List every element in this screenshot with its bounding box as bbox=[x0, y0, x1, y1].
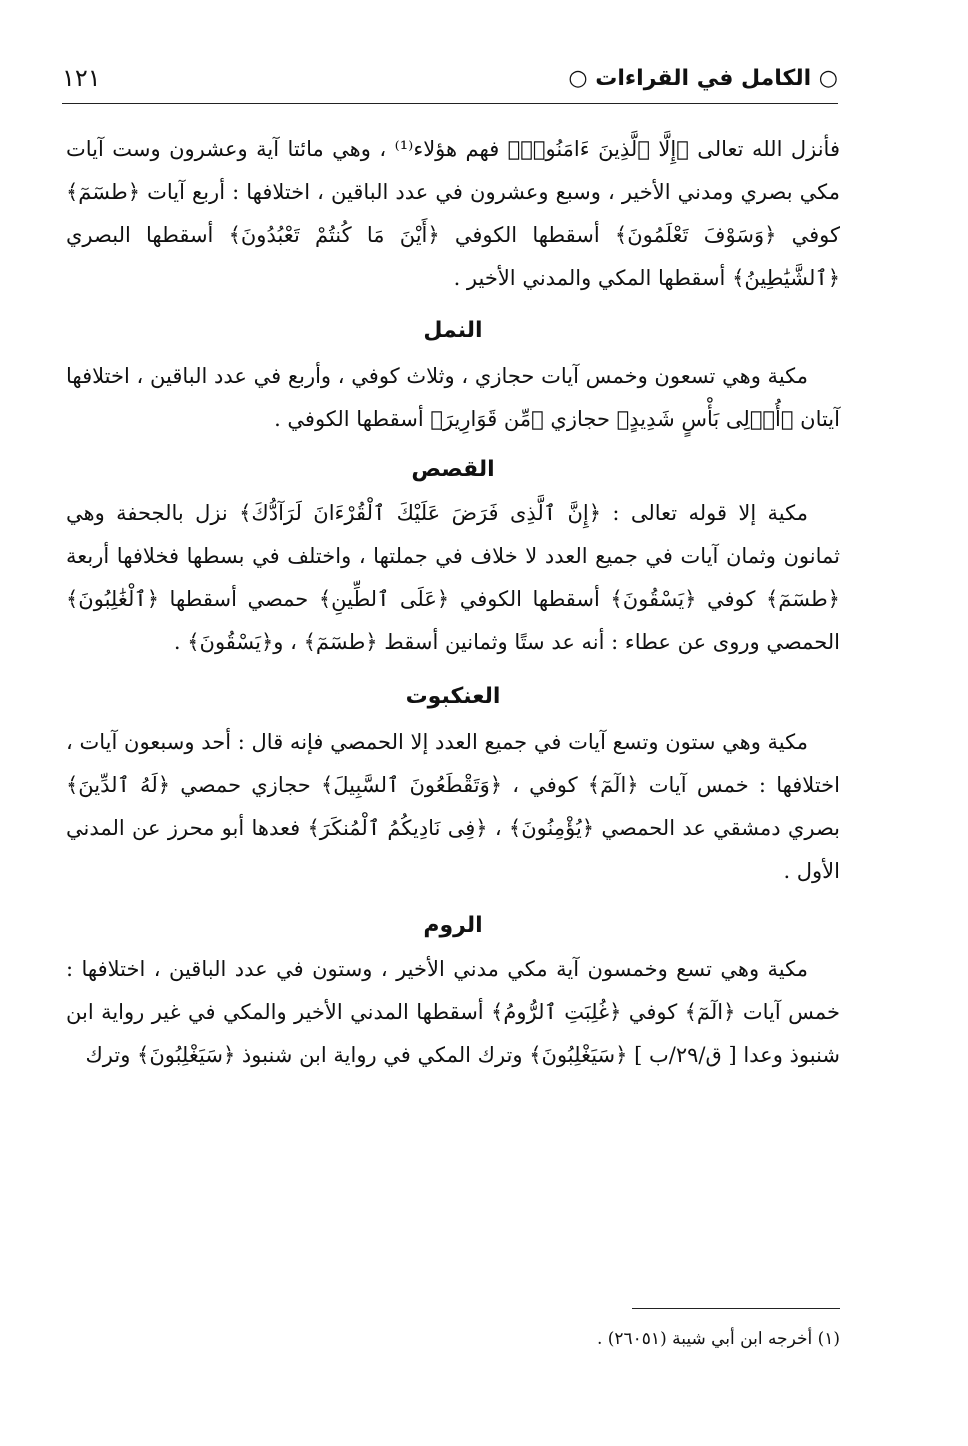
paragraph-naml: مكية وهي تسعون وخمس آيات حجازي ، وثلاث كوفي ، وأربع في عدد الباقين ، اختلافها آيتان ﴿أُو۟لِى بَأْسٍ شَدِيدٍ﴾ حجازي ﴿مِّن قَوَارِيرَ﴾ أسقطها الكوفي . bbox=[66, 364, 840, 431]
running-header bbox=[62, 56, 838, 100]
header-rule bbox=[62, 103, 838, 104]
paragraph-ankabut: مكية وهي ستون وتسع آيات في جميع العدد إلا الحمصي فإنه قال : أحد وسبعون آيات ، اختلافها : خمس آيات ﴿الٓمٓ﴾ كوفي ، ﴿وَتَقْطَعُونَ ٱلسَّبِيلَ﴾ حجازي حمصي ﴿لَهُ ٱلدِّينَ﴾ بصري دمشقي عد الحمصي ﴿يُؤْمِنُونَ﴾ ، ﴿فِى نَادِيكُمُ ٱلْمُنكَرَ﴾ فعدها أبو محرز عن المدني الأول . bbox=[66, 730, 840, 883]
paragraph-qasas: مكية إلا قوله تعالى : ﴿إِنَّ ٱلَّذِى فَرَضَ عَلَيْكَ ٱلْقُرْءَانَ لَرَآدُّكَ﴾ نزل بالجحفة وهي ثمانون وثمان آيات في جميع العدد لا خلاف في جملتها ، واختلف في بسطها فخلافها أربعة ﴿طسٓمٓ﴾ كوفي ﴿يَسْقُونَ﴾ أسقطها الكوفي ﴿عَلَى ٱلطِّينِ﴾ حمصي أسقطها ﴿ٱلْغَٰلِبُونَ﴾ الحمصي وروى عن عطاء : أنه عد ستًا وثمانين أسقط ﴿طسٓمٓ﴾ ، و﴿يَسْقُونَ﴾ . bbox=[66, 501, 841, 654]
main-text bbox=[66, 128, 840, 1077]
heading-surah-qasas: القصص bbox=[411, 457, 495, 482]
paragraph-rum: مكية وهي تسع وخمسون آية مكي مدني الأخير ، وستون في عدد الباقين ، اختلافها : خمس آيات ﴿الٓمٓ﴾ كوفي ﴿غُلِبَتِ ٱلرُّومُ﴾ أسقطها المدني الأخير والمكي في غير رواية ابن شنبوذ وعدا [ ق/٢٩/ب ] ﴿سَيَغْلِبُونَ﴾ وترك المكي في رواية ابن شنبوذ ﴿سَيَغْلِبُونَ﴾ وترك bbox=[66, 957, 840, 1067]
footnote-rule bbox=[632, 1308, 840, 1309]
heading-surah-rum: الروم bbox=[423, 913, 483, 938]
paragraph-intro: فأنزل الله تعالى ﴿إِلَّا ٱلَّذِينَ ءَامَنُوا۟﴾ فهم هؤلاء⁽¹⁾ ، وهي مائتا آية وعشرون وست آيات مكي بصري ومدني الأخير ، وسبع وعشرون في عدد الباقين ، اختلافها : أربع آيات ﴿طسٓمٓ﴾ كوفي ﴿وَسَوْفَ تَعْلَمُونَ﴾ أسقطها الكوفي ﴿أَيْنَ مَا كُنتُمْ تَعْبُدُونَ﴾ أسقطها البصري ﴿ٱلشَّيَٰطِينُ﴾ أسقطها المكي والمدني الأخير . bbox=[66, 137, 840, 290]
heading-surah-ankabut: العنكبوت bbox=[405, 684, 501, 709]
book-title: ○ الكامل في القراءات ○ bbox=[568, 65, 838, 91]
page-number: ١٢١ bbox=[62, 64, 101, 92]
heading-surah-naml: النمل bbox=[423, 318, 483, 343]
footnote-1: (١) أخرجه ابن أبي شيبة (٢٦٠٥١) . bbox=[596, 1329, 840, 1349]
